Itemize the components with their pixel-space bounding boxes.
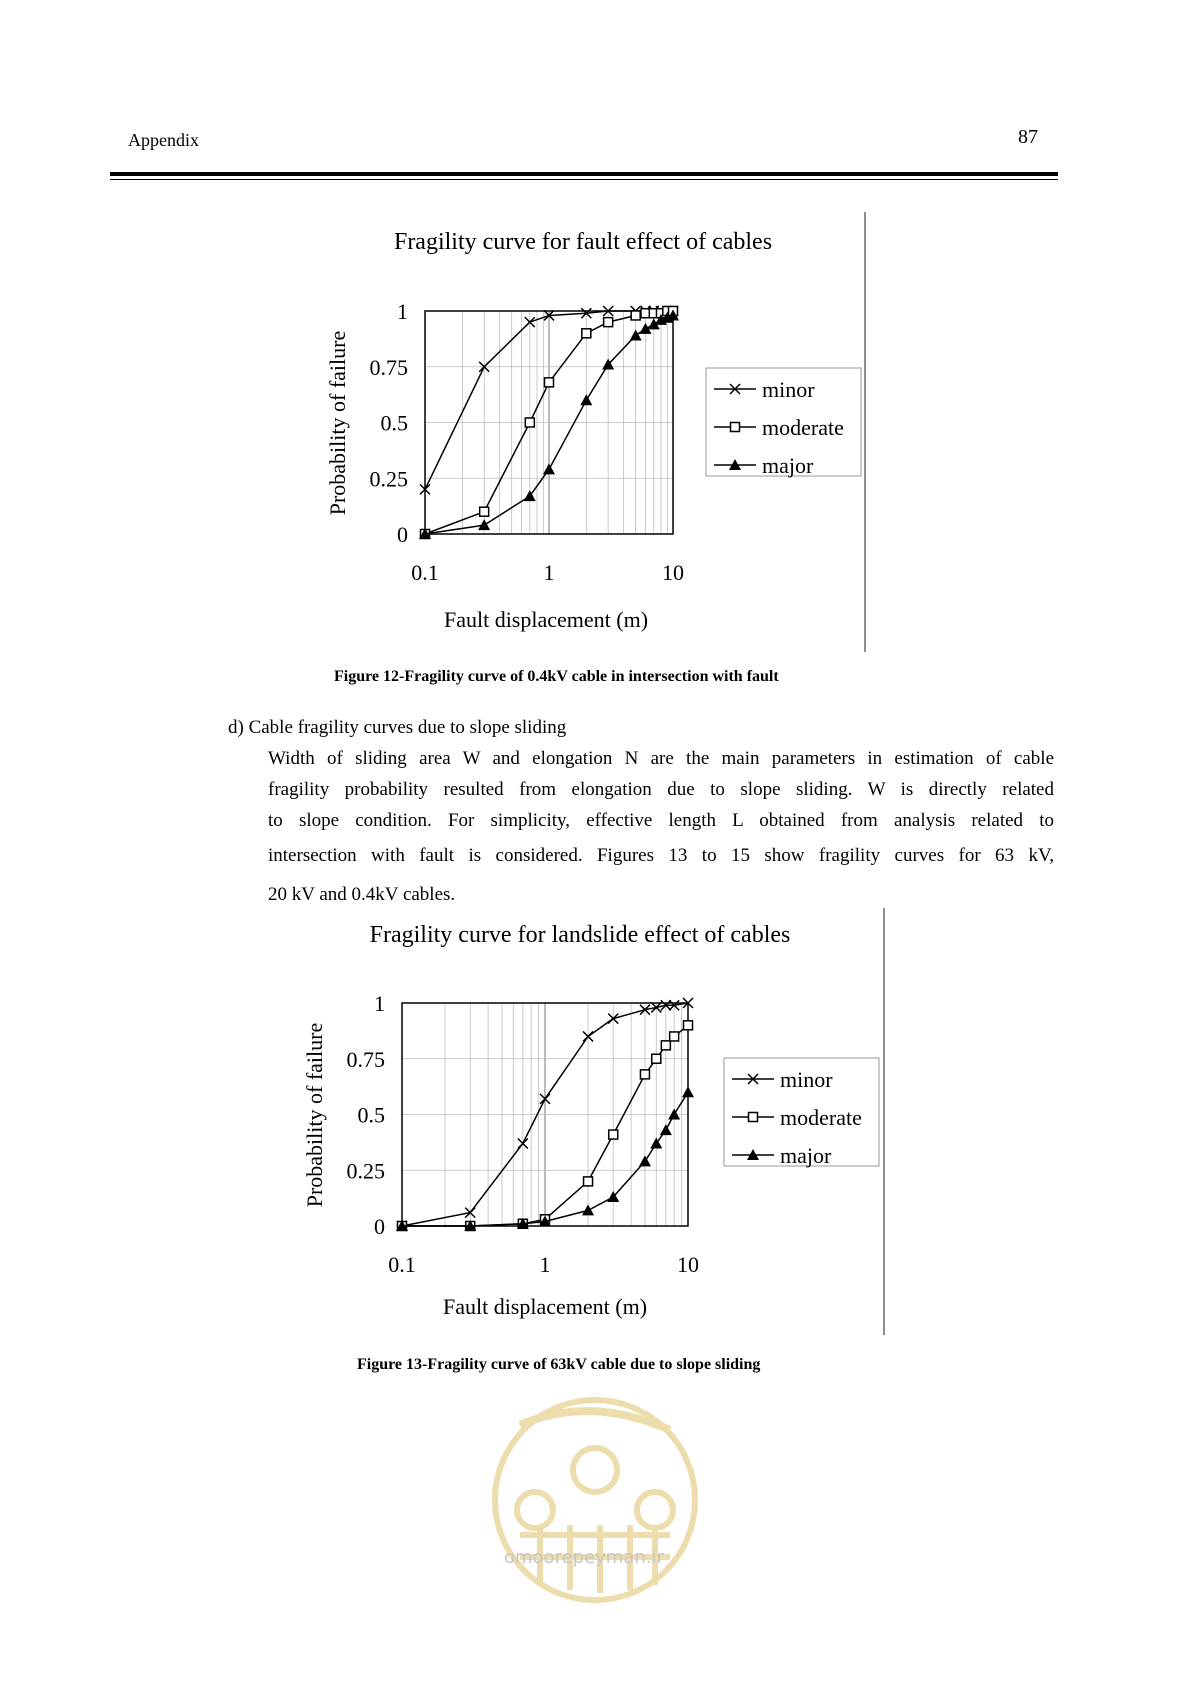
fig13-y-tick-label: 1	[374, 991, 385, 1016]
fig12-series-major-point	[543, 463, 555, 474]
fig13-legend-label-major: major	[780, 1143, 832, 1168]
fig12-series-moderate-point	[480, 507, 489, 516]
fig12-y-tick-label: 0	[397, 522, 408, 547]
fig13-series-major-point	[660, 1124, 672, 1135]
fig12-y-tick-label: 0.5	[380, 410, 408, 436]
fig12-y-tick-label: 1	[397, 299, 408, 324]
fig13-series-major-point	[668, 1109, 680, 1120]
fig13-x-tick-label: 0.1	[388, 1252, 416, 1277]
watermark-logo	[480, 1385, 710, 1615]
fig12-chart-title: Fragility curve for fault effect of cables	[393, 229, 773, 255]
paragraph-line-5: 20 kV and 0.4kV cables.	[268, 884, 456, 905]
fig13-legend-label-minor: minor	[780, 1067, 833, 1092]
fig12-y-tick-label: 0.25	[369, 466, 408, 492]
figure-12-caption: Figure 12-Fragility curve of 0.4kV cable in intersection with fault	[334, 668, 779, 685]
fig12-legend-marker-moderate	[731, 423, 740, 432]
fig12-series-major-point	[630, 330, 642, 341]
fig12-y-tick-label: 0.75	[369, 354, 408, 380]
fig12-series-major-point	[524, 490, 536, 501]
fig12-series-major-point	[478, 519, 490, 530]
fig13-series-moderate-point	[652, 1054, 661, 1063]
fig13-chart-title: Fragility curve for landslide effect of cables	[369, 922, 791, 948]
paragraph-line-1: Width of sliding area W and elongation N are the main parameters in estimation of cable	[268, 748, 1054, 769]
fig13-legend-label-moderate: moderate	[780, 1105, 862, 1130]
fig13-y-axis-label: Probability of failure	[302, 1022, 327, 1208]
fig13-x-axis-label: Fault displacement (m)	[442, 1294, 648, 1319]
fig12-series-moderate-point	[582, 329, 591, 338]
fig13-x-tick-label: 1	[539, 1252, 551, 1277]
fig13-series-moderate-point	[584, 1177, 593, 1186]
fig12-x-tick-label: 10	[662, 560, 684, 585]
page-number: 87	[1018, 126, 1038, 148]
fig13-y-tick-label: 0	[374, 1214, 385, 1239]
fig13-series-moderate-point	[661, 1041, 670, 1050]
fig13-series-moderate-point	[609, 1130, 618, 1139]
fig13-series-major-point	[639, 1155, 651, 1166]
fig13-legend-marker-moderate	[749, 1113, 758, 1122]
section-heading: d) Cable fragility curves due to slope sliding	[228, 717, 567, 738]
figure-13-caption: Figure 13-Fragility curve of 63kV cable due to slope sliding	[357, 1356, 761, 1373]
fig13-x-tick-label: 10	[677, 1252, 699, 1277]
fig13-series-major-point	[582, 1204, 594, 1215]
fig12-series-moderate-point	[545, 378, 554, 387]
fig13-series-moderate-point	[670, 1032, 679, 1041]
fig13-y-tick-label: 0.5	[357, 1102, 385, 1128]
fig12-x-tick-label: 1	[543, 560, 555, 585]
fig13-y-tick-label: 0.75	[346, 1046, 385, 1072]
fig13-series-moderate-point	[640, 1070, 649, 1079]
fig12-x-tick-label: 0.1	[411, 560, 439, 585]
paragraph-line-2: fragility probability resulted from elongation due to slope sliding. W is directly related	[268, 779, 1054, 800]
fig12-x-axis-label: Fault displacement (m)	[443, 607, 649, 632]
fig12-legend-label-moderate: moderate	[762, 415, 844, 440]
paragraph-line-4: intersection with fault is considered. Figures 13 to 15 show fragility curves for 63 kV,	[268, 845, 1054, 866]
fig12-series-moderate-point	[525, 418, 534, 427]
fig12-legend-label-minor: minor	[762, 377, 815, 402]
fig13-series-major-point	[682, 1086, 694, 1097]
fig12-series-moderate-point	[631, 311, 640, 320]
running-header: Appendix	[128, 130, 199, 150]
fig12-y-axis-label: Probability of failure	[325, 330, 350, 516]
fig13-series-major-point	[650, 1137, 662, 1148]
paragraph-line-3: to slope condition. For simplicity, effective length L obtained from analysis related to	[268, 810, 1054, 831]
watermark-text: omoorepeyman.ir	[504, 1547, 664, 1568]
fig13-series-moderate-point	[684, 1021, 693, 1030]
fig12-legend-label-major: major	[762, 453, 814, 478]
fig12-series-major-point	[580, 394, 592, 405]
fig13-y-tick-label: 0.25	[346, 1158, 385, 1184]
fig12-series-moderate-point	[604, 318, 613, 327]
